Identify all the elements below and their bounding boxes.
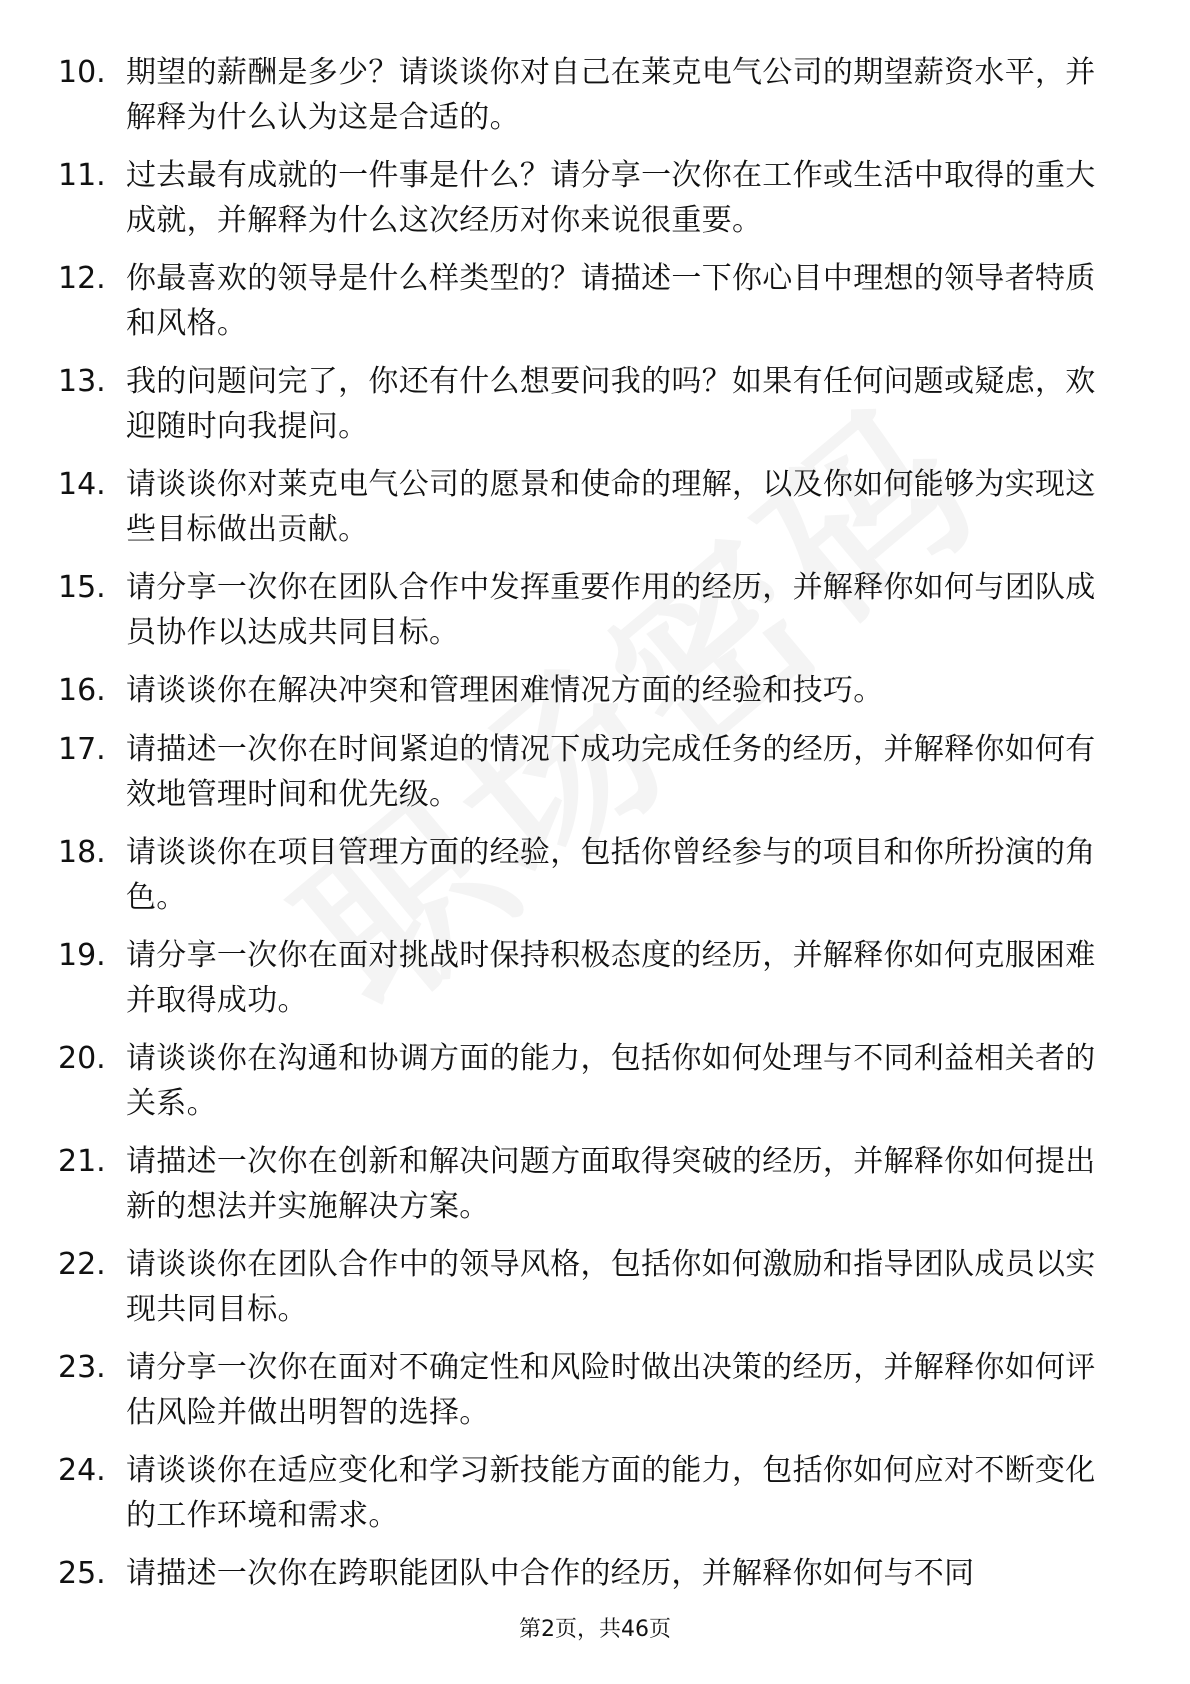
item-number: 19. bbox=[58, 938, 106, 973]
list-item bbox=[0, 50, 1190, 153]
item-text: 请描述一次你在时间紧迫的情况下成功完成任务的经历，并解释你如何有效地管理时间和优先级。 bbox=[126, 732, 1096, 812]
item-number: 14. bbox=[58, 467, 106, 502]
item-text: 你最喜欢的领导是什么样类型的？请描述一下你心目中理想的领导者特质和风格。 bbox=[126, 261, 1096, 341]
list-item bbox=[0, 1139, 1190, 1242]
item-number: 17. bbox=[58, 732, 106, 767]
list-item bbox=[0, 933, 1190, 1036]
page-number: 第2页，共46页 bbox=[519, 1617, 671, 1642]
item-text: 请分享一次你在面对不确定性和风险时做出决策的经历，并解释你如何评估风险并做出明智的选择。 bbox=[126, 1350, 1096, 1430]
item-number: 10. bbox=[58, 55, 106, 90]
item-number: 16. bbox=[58, 673, 106, 708]
list-item bbox=[0, 1448, 1190, 1551]
list-item bbox=[0, 1036, 1190, 1139]
list-item bbox=[0, 830, 1190, 933]
item-number: 20. bbox=[58, 1041, 106, 1076]
list-item bbox=[0, 1345, 1190, 1448]
item-number: 21. bbox=[58, 1144, 106, 1179]
item-number: 11. bbox=[58, 158, 106, 193]
list-item bbox=[0, 153, 1190, 256]
list-item bbox=[0, 1551, 1190, 1610]
list-item bbox=[0, 359, 1190, 462]
list-item bbox=[0, 256, 1190, 359]
item-number: 23. bbox=[58, 1350, 106, 1385]
item-text: 过去最有成就的一件事是什么？请分享一次你在工作或生活中取得的重大成就，并解释为什么这次经历对你来说很重要。 bbox=[126, 158, 1096, 238]
question-list bbox=[0, 50, 1190, 1610]
item-number: 18. bbox=[58, 835, 106, 870]
item-number: 22. bbox=[58, 1247, 106, 1282]
item-text: 请分享一次你在团队合作中发挥重要作用的经历，并解释你如何与团队成员协作以达成共同目标。 bbox=[126, 570, 1096, 650]
item-text: 我的问题问完了，你还有什么想要问我的吗？如果有任何问题或疑虑，欢迎随时向我提问。 bbox=[126, 364, 1096, 444]
item-number: 25. bbox=[58, 1556, 106, 1591]
item-text: 请分享一次你在面对挑战时保持积极态度的经历，并解释你如何克服困难并取得成功。 bbox=[126, 938, 1096, 1018]
item-text: 请谈谈你在解决冲突和管理困难情况方面的经验和技巧。 bbox=[126, 673, 884, 708]
list-item bbox=[0, 727, 1190, 830]
item-number: 12. bbox=[58, 261, 106, 296]
item-text: 请谈谈你在项目管理方面的经验，包括你曾经参与的项目和你所扮演的角色。 bbox=[126, 835, 1096, 915]
item-text: 请谈谈你在适应变化和学习新技能方面的能力，包括你如何应对不断变化的工作环境和需求。 bbox=[126, 1453, 1096, 1533]
list-item bbox=[0, 1242, 1190, 1345]
item-number: 24. bbox=[58, 1453, 106, 1488]
item-number: 13. bbox=[58, 364, 106, 399]
list-item bbox=[0, 668, 1190, 727]
item-text: 请描述一次你在跨职能团队中合作的经历，并解释你如何与不同 bbox=[126, 1556, 975, 1591]
item-text: 期望的薪酬是多少？请谈谈你对自己在莱克电气公司的期望薪资水平，并解释为什么认为这是合适的。 bbox=[126, 55, 1096, 135]
list-item bbox=[0, 565, 1190, 668]
item-text: 请谈谈你对莱克电气公司的愿景和使命的理解，以及你如何能够为实现这些目标做出贡献。 bbox=[126, 467, 1096, 547]
list-item bbox=[0, 462, 1190, 565]
item-text: 请谈谈你在团队合作中的领导风格，包括你如何激励和指导团队成员以实现共同目标。 bbox=[126, 1247, 1096, 1327]
item-number: 15. bbox=[58, 570, 106, 605]
item-text: 请描述一次你在创新和解决问题方面取得突破的经历，并解释你如何提出新的想法并实施解决方案。 bbox=[126, 1144, 1096, 1224]
item-text: 请谈谈你在沟通和协调方面的能力，包括你如何处理与不同利益相关者的关系。 bbox=[126, 1041, 1096, 1121]
